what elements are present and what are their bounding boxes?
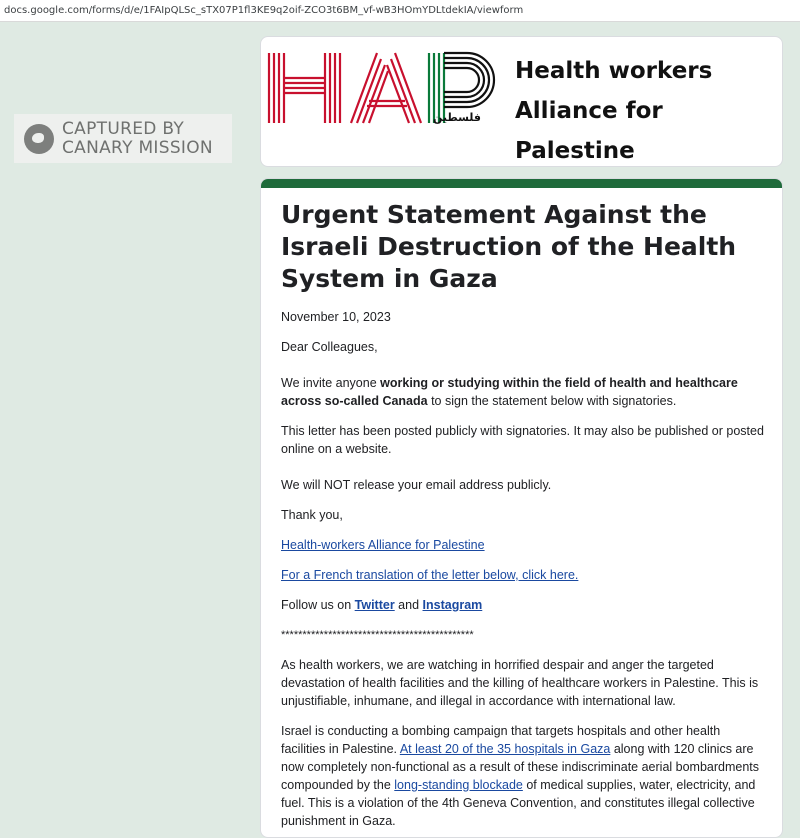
hap-logo (267, 45, 507, 163)
statement-paragraph-1: As health workers, we are watching in horrified despair and anger the targeted devastation of health facilities and the killing of healthcare workers in Palestine. This is unjustifiable, inhumane, and illegal in accordance with international law. (281, 658, 759, 708)
follow-row: Follow us on Twitter and Instagram (281, 598, 483, 612)
form-title: Urgent Statement Against the Israeli Destruction of the Health System in Gaza (281, 200, 737, 293)
watermark (14, 114, 232, 163)
blockade-link[interactable]: long-standing blockade (394, 778, 523, 792)
hap-link[interactable]: Health-workers Alliance for Palestine (281, 538, 485, 552)
invite-paragraph: We invite anyone working or studying within the field of health and healthcare across so-called Canada to sign the statement below with signatories. (281, 376, 738, 408)
watermark-line1: CAPTURED BY (62, 118, 185, 139)
hap-link-row (281, 536, 767, 554)
accent-bar (261, 179, 782, 188)
french-translation-link[interactable]: For a French translation of the letter below, click here. (281, 568, 579, 582)
thanks: Thank you, (281, 508, 343, 522)
header-title-line2: Alliance for Palestine (515, 98, 663, 164)
logo-arabic-text: فلسطين (433, 111, 481, 124)
form-description-card (260, 178, 783, 838)
french-link-row (281, 566, 767, 584)
twitter-link[interactable]: Twitter (354, 598, 395, 612)
posted-paragraph: This letter has been posted publicly with signatories. It may also be published or posted online on a website. (281, 424, 764, 456)
greeting: Dear Colleagues, (281, 340, 378, 354)
watermark-line2: CANARY MISSION (62, 137, 213, 158)
divider-stars: ********************************************* (281, 629, 474, 641)
header-title (515, 51, 782, 167)
email-note: We will NOT release your email address publicly. (281, 478, 552, 492)
address-bar[interactable]: docs.google.com/forms/d/e/1FAIpQLSc_sTX07P1fl3KE9q2oif-ZCO3t6BM_vf-wB3HOmYDLtdekIA/viewform (0, 0, 800, 22)
statement-paragraph-2: Israel is conducting a bombing campaign that targets hospitals and other health facilities in Palestine. At least 20 of the 35 hospitals in Gaza along with 120 clinics are now completely non-functional as a result of these indiscriminate aerial bombardments compounded by the long-standing blockade of medical supplies, water, electricity, and fuel. This is a violation of the 4th Geneva Convention, and constitutes illegal collective punishment in Gaza. (281, 724, 760, 828)
instagram-link[interactable]: Instagram (422, 598, 483, 612)
hospitals-link[interactable]: At least 20 of the 35 hospitals in Gaza (399, 742, 611, 756)
header-image-card (260, 36, 783, 167)
header-title-line1: Health workers (515, 58, 713, 84)
canary-bird-icon (24, 124, 54, 154)
form-date: November 10, 2023 (281, 310, 391, 324)
form-content (281, 199, 767, 838)
watermark-text (62, 120, 213, 158)
